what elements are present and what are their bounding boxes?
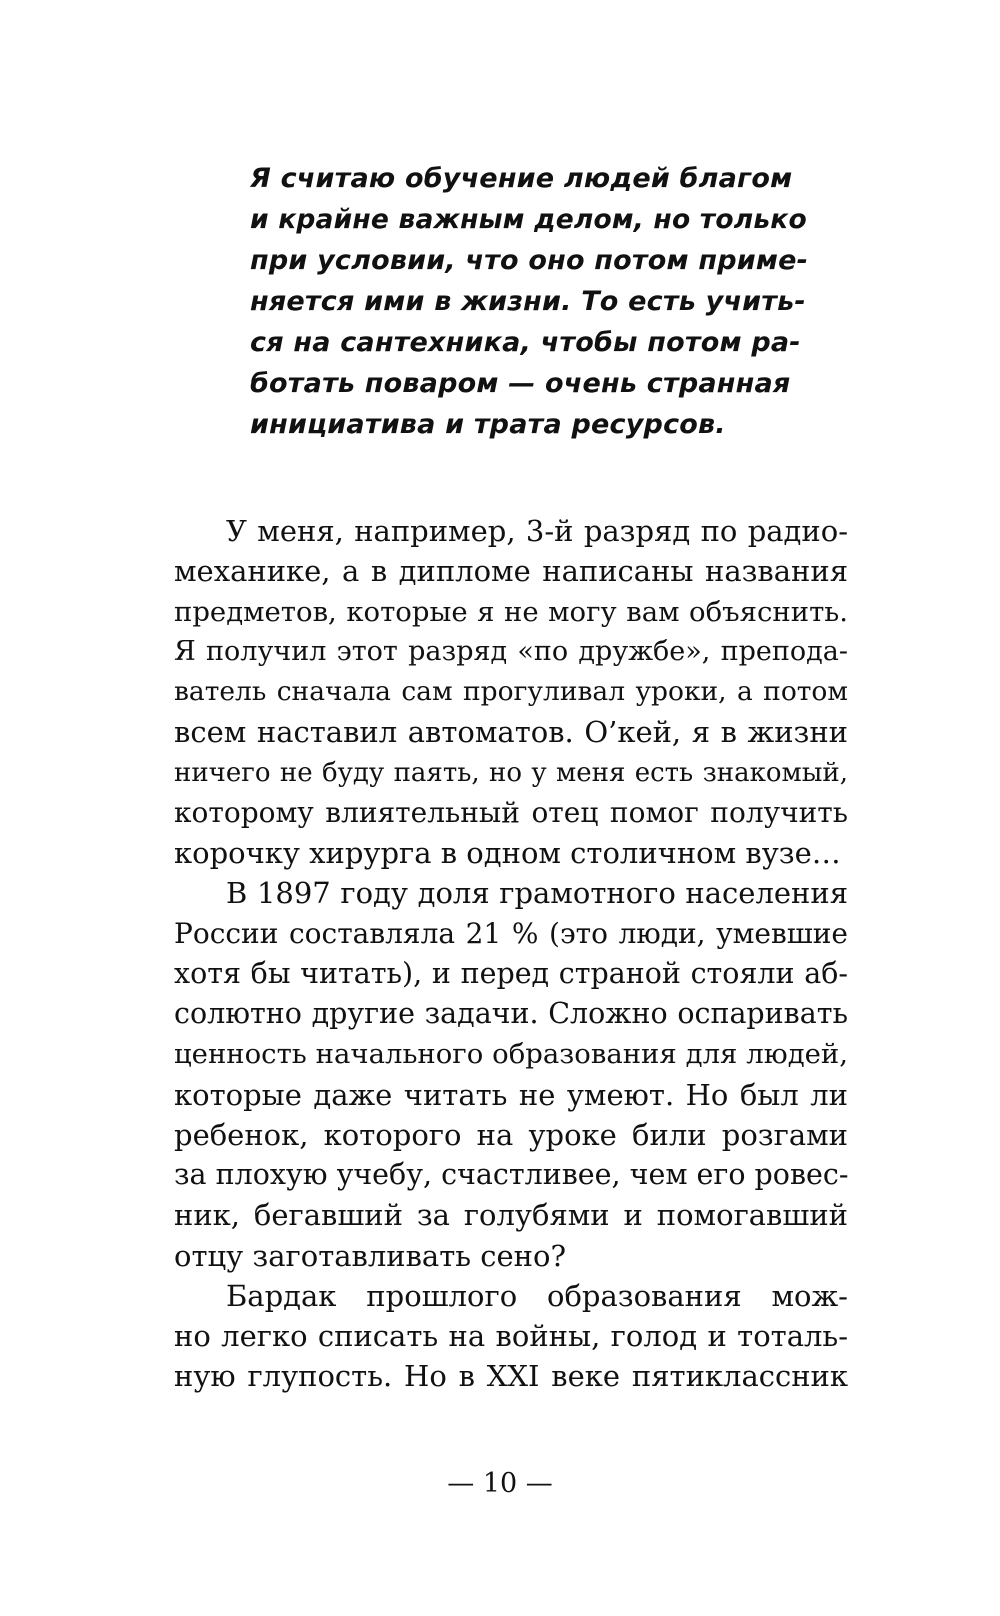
- quote-line: Я считаю обучение людей благом: [250, 163, 793, 194]
- paragraph-line: ватель сначала сам прогуливал уроки, а потом: [174, 676, 848, 707]
- paragraph-line: за плохую учебу, счастливее, чем его ровес-: [174, 1158, 849, 1191]
- paragraph-line: корочку хирурга в одном столичном вузе…: [174, 836, 841, 870]
- paragraph-line: которые даже читать не умеют. Но был ли: [174, 1077, 848, 1112]
- quote-line: при условии, что оно потом приме-: [250, 245, 809, 276]
- paragraph-line: Я получил этот разряд «по дружбе», препода-: [174, 635, 848, 667]
- paragraph-line: всем наставил автоматов. О’кей, я в жизни: [174, 715, 848, 750]
- paragraph-line: Бардак прошлого образования мож-: [226, 1278, 848, 1313]
- paragraph-line: России составляла 21 % (это люди, умевшие: [174, 916, 848, 950]
- quote-line: ботать поваром — очень странная: [250, 368, 791, 399]
- paragraph-line: В 1897 году доля грамотного населения: [226, 876, 848, 911]
- paragraph-line: отцу заготавливать сено?: [174, 1238, 567, 1273]
- paragraph-line: ник, бегавший за голубями и помогавший: [174, 1198, 848, 1233]
- paragraph-line: ную глупость. Но в XXI веке пятиклассник: [174, 1359, 848, 1394]
- quote-line: ся на сантехника, чтобы потом ра-: [250, 327, 801, 358]
- paragraph-line: которому влиятельный отец помог получить: [174, 795, 848, 829]
- quote-line: инициатива и трата ресурсов.: [250, 409, 726, 440]
- quote-line: и крайне важным делом, но только: [250, 204, 807, 235]
- quote-line: няется ими в жизни. То есть учить-: [250, 286, 806, 317]
- paragraph-line: но легко списать на войны, голод и тоталь-: [174, 1319, 848, 1353]
- page-number: — 10 —: [447, 1468, 553, 1499]
- paragraph-line: солютно другие задачи. Сложно оспаривать: [174, 997, 848, 1030]
- paragraph-line: предметов, которые я не могу вам объяснить.: [174, 595, 848, 628]
- body-text: [174, 511, 848, 1397]
- paragraph-line: У меня, например, 3-й разряд по радио-: [226, 514, 848, 548]
- paragraph-line: хотя бы читать), и перед страной стояли аб-: [174, 956, 848, 990]
- paragraph-line: механике, а в дипломе написаны названия: [174, 554, 848, 589]
- pull-quote: [250, 158, 810, 445]
- paragraph-line: ребенок, которого на уроке били розгами: [174, 1117, 848, 1152]
- paragraph-line: ничего не буду паять, но у меня есть знакомый,: [174, 757, 848, 788]
- paragraph-line: ценность начального образования для людей,: [174, 1038, 848, 1071]
